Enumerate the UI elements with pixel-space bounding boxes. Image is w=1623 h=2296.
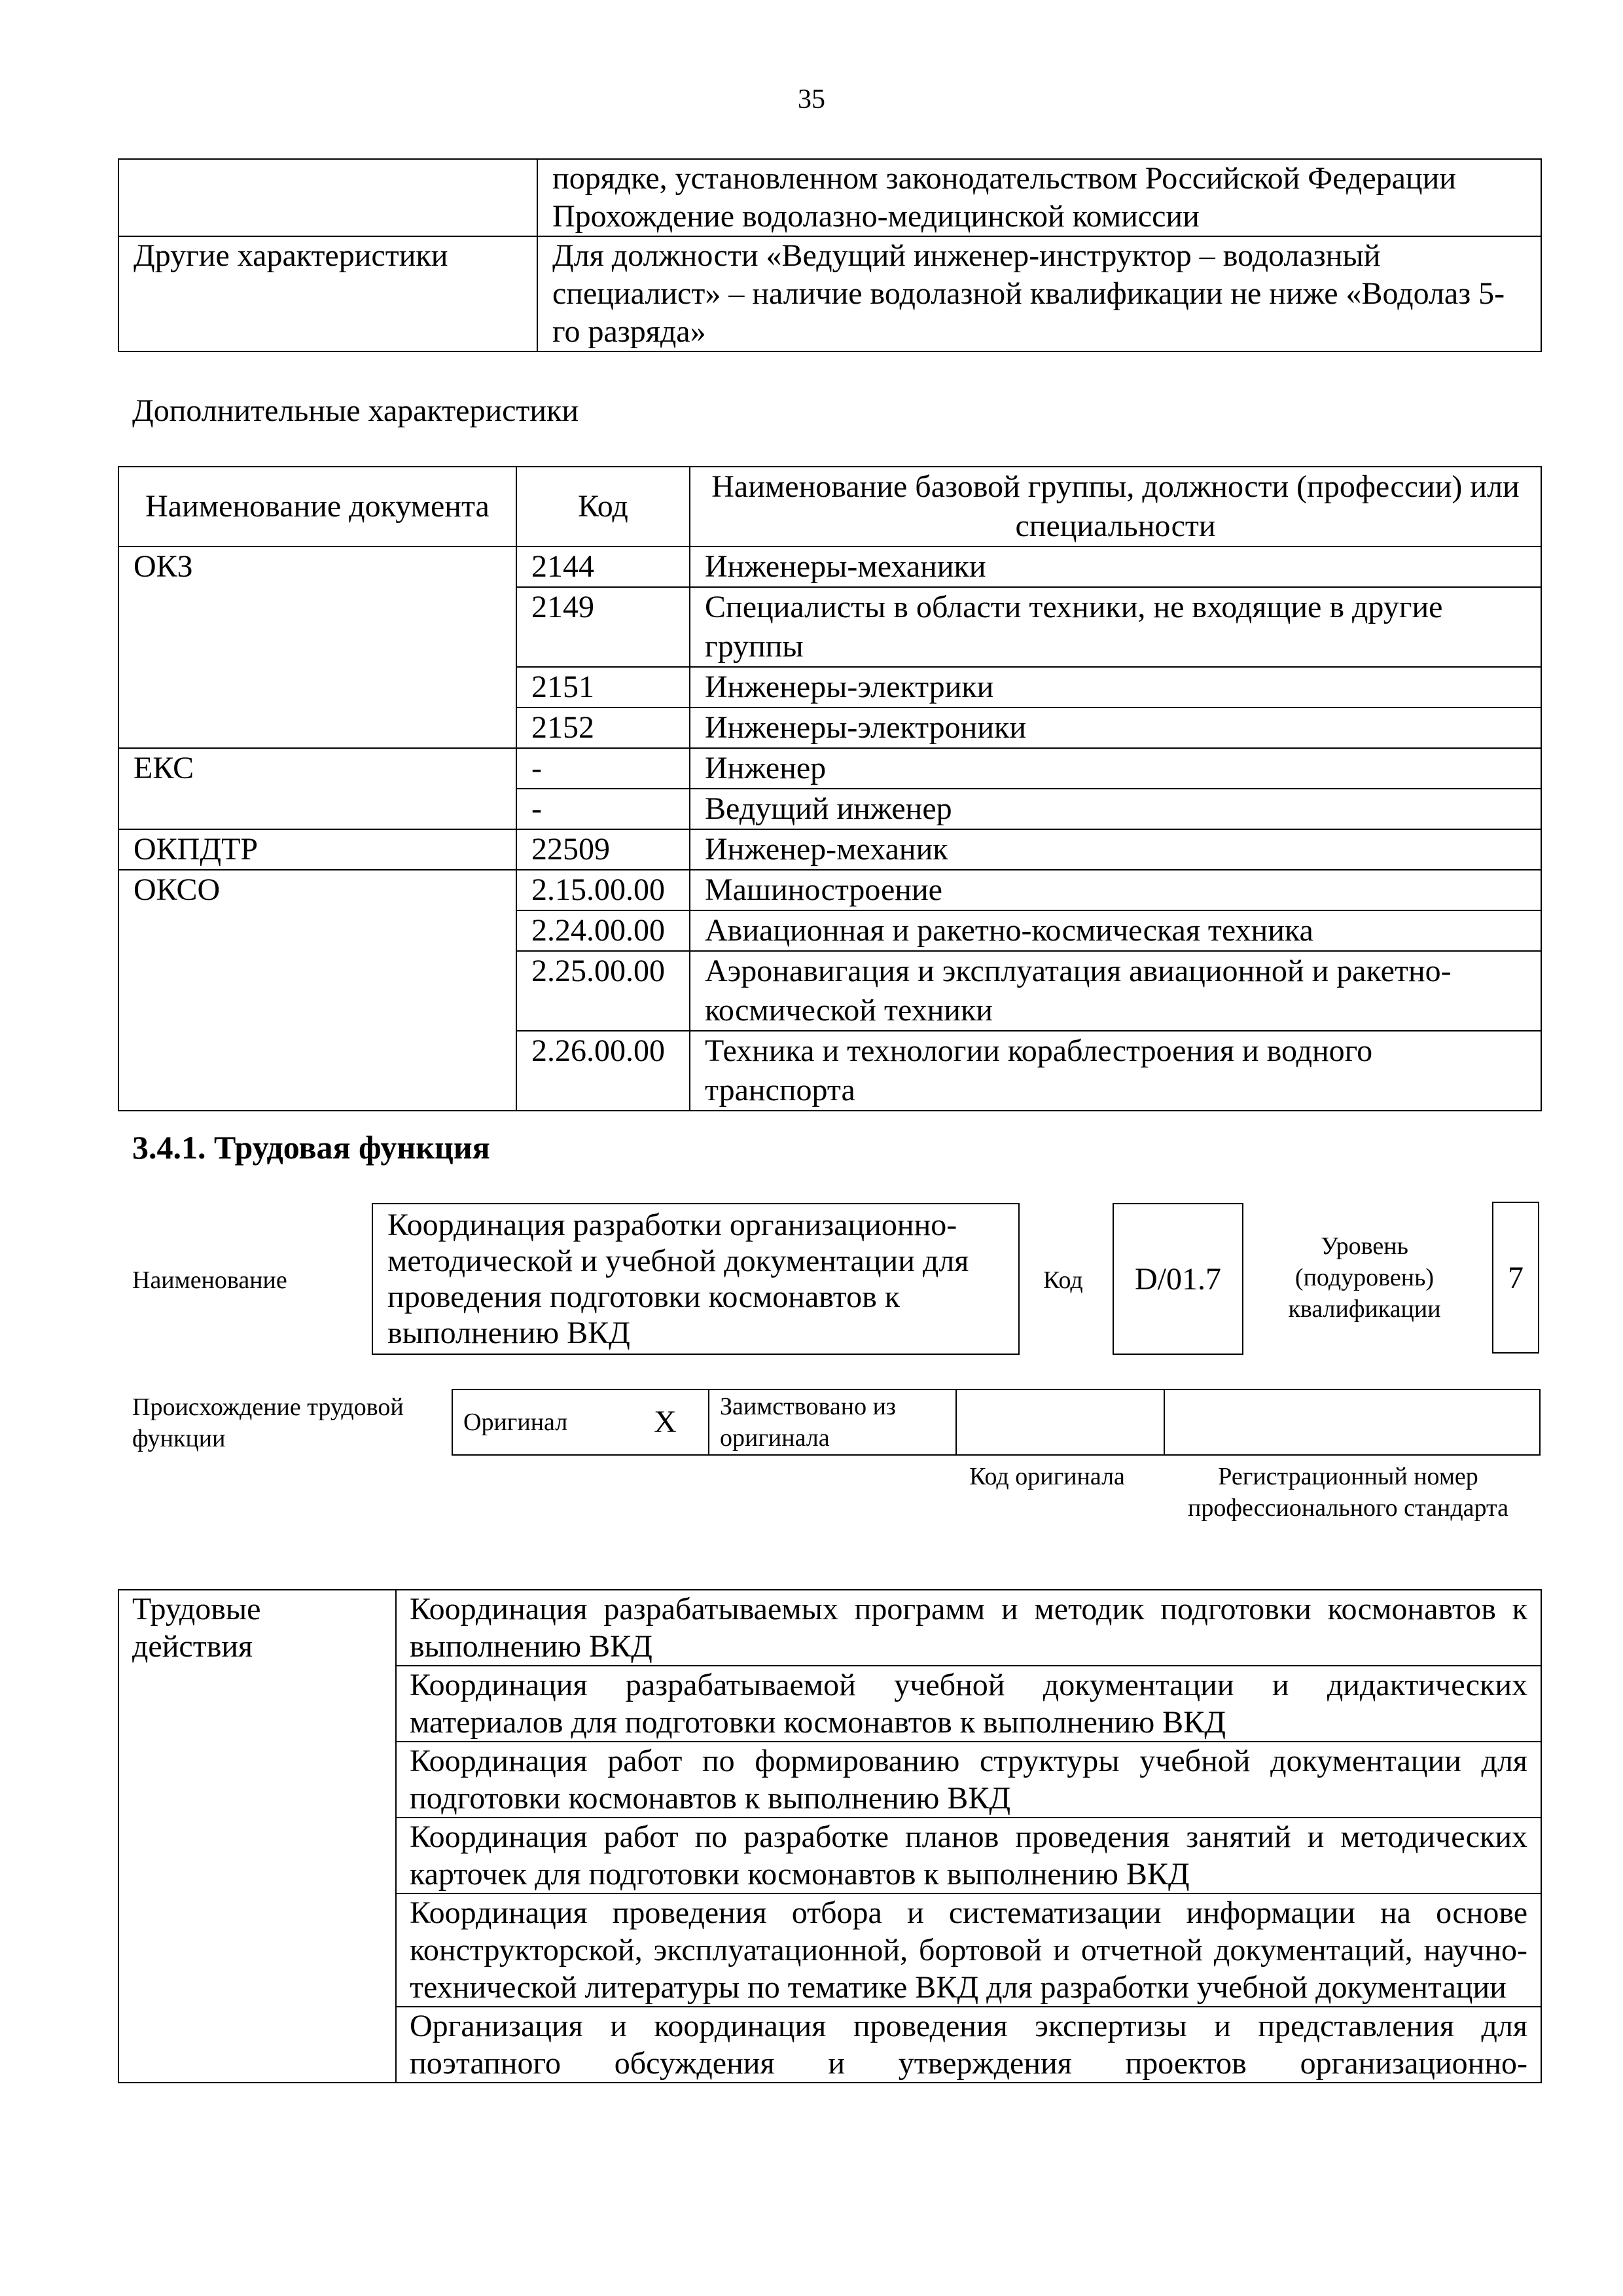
code-cell: 2152: [516, 708, 690, 748]
name-cell: Инженеры-механики: [690, 547, 1541, 587]
header-doc: Наименование документа: [118, 467, 516, 547]
action-cell: Координация разрабатываемой учебной документации и дидактических материалов для подготовки космонавтов к выполнению ВКД: [396, 1666, 1541, 1742]
origin-code-cell: [956, 1390, 1164, 1455]
other-characteristics-table: [118, 158, 1542, 352]
name-cell: Инженеры-электрики: [690, 667, 1541, 708]
action-cell: Координация работ по разработке планов проведения занятий и методических карточек для подготовки космонавтов к выполнению ВКД: [396, 1818, 1541, 1893]
name-cell: Авиационная и ракетно-космическая техника: [690, 910, 1541, 951]
code-original-label: Код оригинала: [969, 1463, 1125, 1490]
table-row: [118, 236, 1541, 351]
name-cell: Машиностроение: [690, 870, 1541, 910]
classifier-codes-table: [118, 466, 1542, 1111]
table-row: [118, 159, 1541, 236]
action-cell: Координация разрабатываемых программ и методик подготовки космонавтов к выполнению ВКД: [396, 1590, 1541, 1666]
doc-cell: ОКСО: [118, 870, 516, 1111]
table-cell: Другие характеристики: [118, 236, 537, 351]
action-cell: Организация и координация проведения экспертизы и представления для поэтапного обсуждения и утверждения проектов организационно-: [396, 2007, 1541, 2083]
code-cell: -: [516, 789, 690, 829]
table-row: [118, 748, 1541, 789]
table-cell: Для должности «Ведущий инженер-инструктор – водолазный специалист» – наличие водолазной квалификации не ниже «Водолаз 5-го разряда»: [537, 236, 1541, 351]
table-cell: порядке, установленном законодательством Российской Федерации Прохождение водолазно-медицинской комиссии: [537, 159, 1541, 236]
action-cell: Координация проведения отбора и систематизации информации на основе конструкторской, эксплуатационной, бортовой и отчетной документаций, научно-технической литературы по тематике ВКД для разработки учебной документации: [396, 1893, 1541, 2007]
additional-characteristics-heading: Дополнительные характеристики: [132, 393, 579, 428]
table-row: [118, 1590, 1541, 1666]
origin-reg-number-cell: [1164, 1390, 1540, 1455]
doc-cell: ОКЗ: [118, 547, 516, 748]
name-cell: Специалисты в области техники, не входящие в другие группы: [690, 587, 1541, 667]
code-cell: 2.15.00.00: [516, 870, 690, 910]
labour-actions-table: [118, 1589, 1542, 2083]
function-code-label: Код: [1043, 1266, 1083, 1294]
section-title: 3.4.1. Трудовая функция: [132, 1129, 490, 1166]
header-code: Код: [516, 467, 690, 547]
table-row: [452, 1390, 1540, 1455]
table-header-row: [118, 467, 1541, 547]
function-code-value: D/01.7: [1113, 1203, 1243, 1355]
qualification-level-label: Уровень (подуровень) квалификации: [1288, 1232, 1441, 1323]
origin-mark: X: [622, 1390, 709, 1455]
name-cell: Инженеры-электроники: [690, 708, 1541, 748]
function-origin-table: [452, 1389, 1541, 1456]
code-cell: 2149: [516, 587, 690, 667]
reg-number-label: Регистрационный номер профессионального стандарта: [1188, 1463, 1508, 1522]
code-cell: 2144: [516, 547, 690, 587]
table-row: [118, 829, 1541, 870]
table-row: [118, 870, 1541, 910]
origin-original-cell: Оригинал: [452, 1390, 622, 1455]
qualification-level-value: 7: [1492, 1202, 1539, 1354]
code-cell: 2151: [516, 667, 690, 708]
function-name-value: Координация разработки организационно-методической и учебной документации для проведения подготовки космонавтов к выполнению ВКД: [372, 1203, 1020, 1355]
code-cell: 22509: [516, 829, 690, 870]
actions-label-cell: Трудовые действия: [118, 1590, 396, 2083]
doc-cell: ЕКС: [118, 748, 516, 829]
code-cell: -: [516, 748, 690, 789]
code-cell: 2.25.00.00: [516, 951, 690, 1031]
header-name: Наименование базовой группы, должности (профессии) или специальности: [690, 467, 1541, 547]
name-cell: Инженер-механик: [690, 829, 1541, 870]
action-cell: Координация работ по формированию структуры учебной документации для подготовки космонавтов к выполнению ВКД: [396, 1742, 1541, 1818]
name-cell: Аэронавигация и эксплуатация авиационной и ракетно-космической техники: [690, 951, 1541, 1031]
name-cell: Инженер: [690, 748, 1541, 789]
function-origin-label: Происхождение трудовой функции: [132, 1393, 404, 1452]
function-name-label: Наименование: [132, 1266, 287, 1294]
origin-borrowed-cell: Заимствовано из оригинала: [709, 1390, 956, 1455]
name-cell: Ведущий инженер: [690, 789, 1541, 829]
page-number: 35: [798, 84, 825, 115]
table-row: [118, 547, 1541, 587]
table-cell: [118, 159, 537, 236]
doc-cell: ОКПДТР: [118, 829, 516, 870]
name-cell: Техника и технологии кораблестроения и водного транспорта: [690, 1031, 1541, 1111]
code-cell: 2.24.00.00: [516, 910, 690, 951]
code-cell: 2.26.00.00: [516, 1031, 690, 1111]
